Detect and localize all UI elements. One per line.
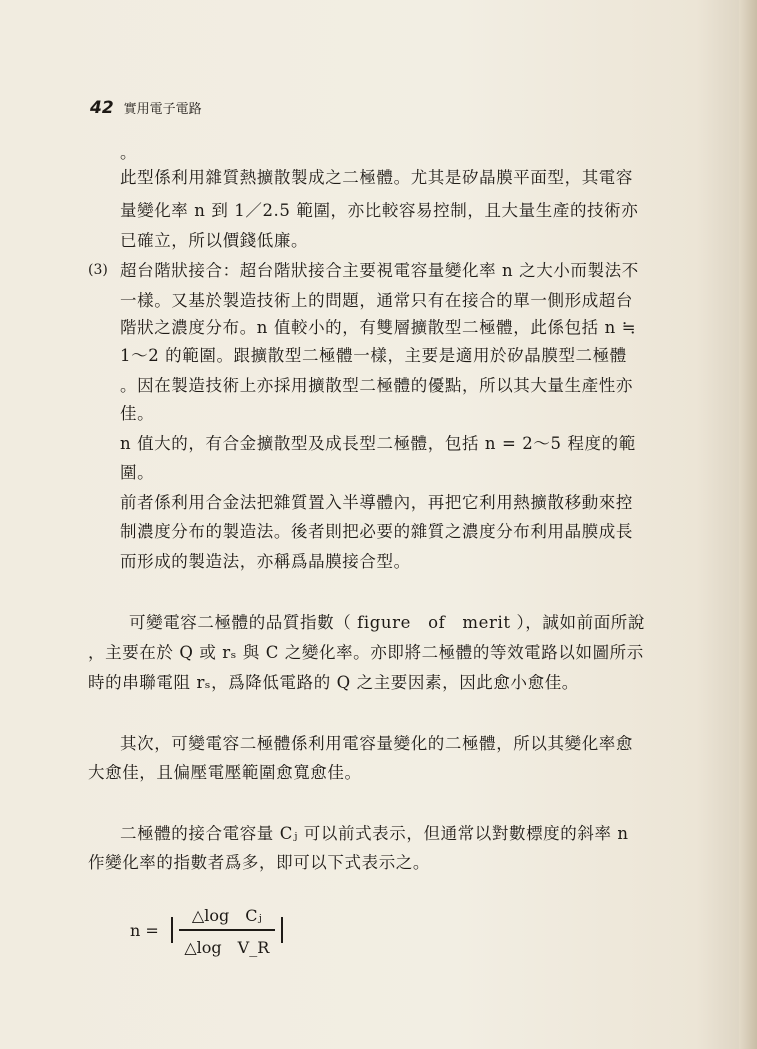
abs-bar-left bbox=[171, 917, 173, 943]
formula-lhs: n = bbox=[130, 920, 159, 940]
text-line: 1～2 的範圍。跟擴散型二極體一樣，主要是適用於矽晶膜型二極體 bbox=[120, 346, 627, 365]
fraction bbox=[179, 903, 275, 958]
text-line: 作變化率的指數者爲多，即可以下式表示之。 bbox=[88, 853, 430, 872]
text-line: 超台階狀接合：超台階狀接合主要視電容量變化率 n 之大小而製法不 bbox=[120, 261, 639, 280]
text-line: 而形成的製造法，亦稱爲晶膜接合型。 bbox=[120, 552, 411, 571]
text-line: ，主要在於 Q 或 rₛ 與 C 之變化率。亦即將二極體的等效電路以如圖所示 bbox=[88, 643, 644, 662]
text-line: 可變電容二極體的品質指數（ figure of merit ），誠如前面所說 bbox=[129, 613, 646, 632]
page-header bbox=[90, 98, 202, 118]
running-title: 實用電子電路 bbox=[123, 102, 202, 117]
text-line: n 值大的，有合金擴散型及成長型二極體，包括 n = 2～5 程度的範 bbox=[120, 434, 636, 453]
formula bbox=[130, 903, 289, 958]
page-edge bbox=[739, 0, 757, 1049]
text-line: 大愈佳，且偏壓電壓範圍愈寬愈佳。 bbox=[88, 763, 362, 782]
text-line: 。 bbox=[120, 143, 138, 162]
text-line: 佳。 bbox=[120, 404, 155, 423]
text-line: 二極體的接合電容量 Cⱼ 可以前式表示，但通常以對數標度的斜率 n bbox=[120, 824, 629, 843]
text-line: 量變化率 n 到 1／2.5 範圍，亦比較容易控制，且大量生產的技術亦 bbox=[120, 201, 639, 220]
text-line: 一樣。又基於製造技術上的問題，通常只有在接合的單一側形成超台 bbox=[120, 291, 633, 310]
text-line: 已確立，所以價錢低廉。 bbox=[120, 231, 309, 250]
text-line: 此型係利用雜質熱擴散製成之二極體。尤其是矽晶膜平面型，其電容 bbox=[120, 168, 633, 187]
text-line: 階狀之濃度分布。n 值較小的，有雙層擴散型二極體，此係包括 n ≒ bbox=[120, 318, 637, 337]
text-line: 圍。 bbox=[120, 463, 155, 482]
text-line: 時的串聯電阻 rₛ，爲降低電路的 Q 之主要因素，因此愈小愈佳。 bbox=[88, 673, 579, 692]
fraction-denominator: △log V_R bbox=[184, 937, 270, 957]
text-line: 其次，可變電容二極體係利用電容量變化的二極體，所以其變化率愈 bbox=[120, 734, 633, 753]
fraction-numerator: △log Cⱼ bbox=[191, 906, 262, 925]
text-line: 前者係利用合金法把雜質置入半導體內，再把它利用熱擴散移動來控 bbox=[120, 493, 633, 512]
text-line: 。因在製造技術上亦採用擴散型二極體的優點，所以其大量生產性亦 bbox=[120, 376, 633, 395]
text-line: 制濃度分布的製造法。後者則把必要的雜質之濃度分布利用晶膜成長 bbox=[120, 522, 633, 541]
page-number: 42 bbox=[90, 98, 114, 118]
list-marker: (3) bbox=[88, 262, 108, 278]
abs-bar-right bbox=[281, 917, 283, 943]
